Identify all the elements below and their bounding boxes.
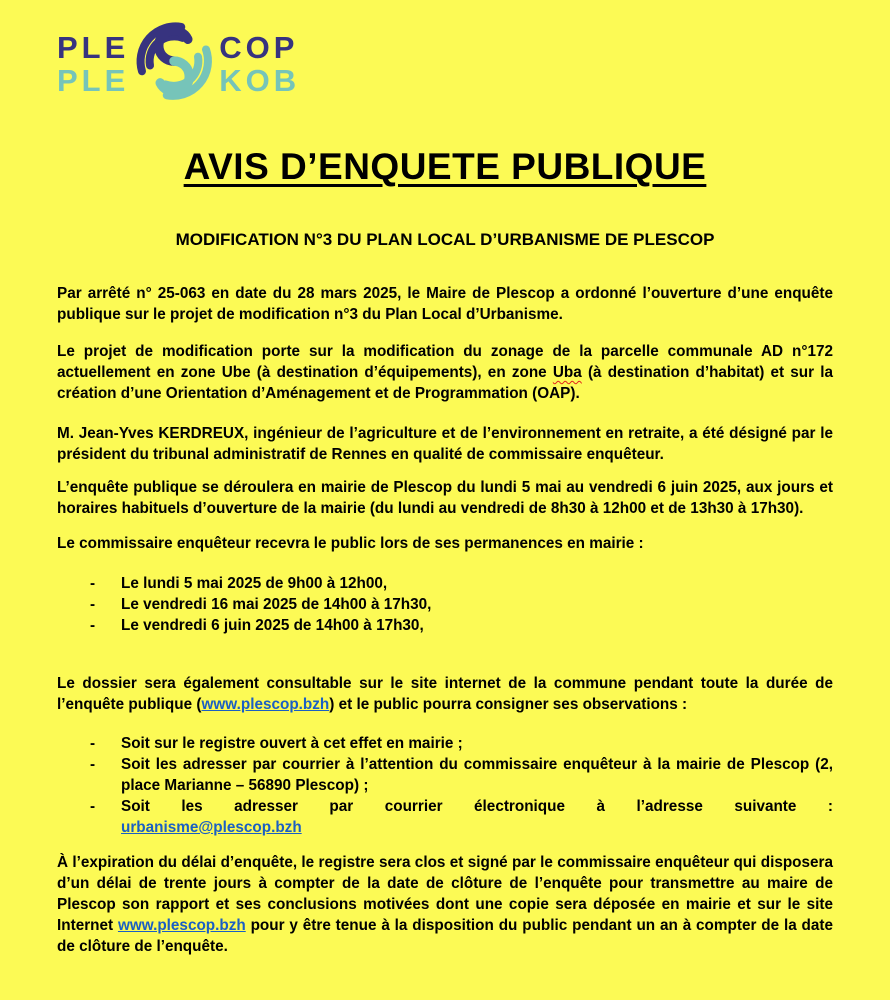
paragraph-deroulement-enquete: L’enquête publique se déroulera en mairie de Plescop du lundi 5 mai au vendredi 6 juin 2025, aux jours et horaires habituels d’ouverture de la mairie (du lundi au vendredi de 8h30 à 12h00 et de 13h30 à 17h30). [57,479,833,517]
permanence-item-text: Le vendredi 16 mai 2025 de 14h00 à 17h30, [121,596,432,613]
logo-right-column [219,31,300,97]
dash-bullet: - [90,596,96,613]
logo-word-top-left: PLE [57,30,130,65]
website-link-plescop-2[interactable]: www.plescop.bzh [117,917,246,934]
dash-bullet: - [90,798,96,815]
notice-title: AVIS D’ENQUETE PUBLIQUE [183,146,707,187]
paragraph-dossier-part2: ) et le public pourra consigner ses observations : [329,696,688,713]
paragraph-projet-modification [57,341,833,404]
website-link-plescop[interactable]: www.plescop.bzh [201,696,330,713]
paragraph-arrete: Par arrêté n° 25-063 en date du 28 mars 2025, le Maire de Plescop a ordonné l’ouverture d’une enquête publique sur le projet de modification n°3 du Plan Local d’Urbanisme. [57,285,833,323]
paragraph-projet-part1: Le projet de modification porte sur la modification du zonage de la parcelle communale AD n°172 actuellement en zone Ube (à destination d’équipements), en zone [57,343,833,381]
permanence-item-text: Le vendredi 6 juin 2025 de 14h00 à 17h30, [121,617,424,634]
dash-bullet: - [90,756,96,773]
observation-item-3 [57,796,833,838]
paragraph-expiration-delai [57,852,833,957]
paragraph-expiration-part2: pour y être tenue à la disposition du public pendant un an à compter de la date de clôture de l’enquête. [57,917,834,955]
observations-list [57,733,833,838]
paragraph-expiration-part1: À l’expiration du délai d’enquête, le registre sera clos et signé par le commissaire enquêteur qui disposera d’un délai de trente jours à compter de la date de clôture de l’enquête pour transmettre au maire de Plescop son rapport et ses conclusions motivées dont une copie sera déposée en mairie et sur le site Internet [57,854,833,934]
misspelled-word-uba: Uba [552,364,582,381]
email-link-urbanisme[interactable]: urbanisme@plescop.bzh [121,819,302,836]
observation-item-1 [57,733,833,754]
plescop-s-soundwave-icon [133,16,215,112]
paragraph-projet-part2: (à destination d’habitat) et sur la création d’une Orientation d’Aménagement et de Programmation (OAP). [57,364,833,402]
permanence-item-3 [57,615,833,636]
observation-item-text [121,796,833,838]
notice-subtitle: MODIFICATION N°3 DU PLAN LOCAL D’URBANISME DE PLESCOP [175,230,715,249]
permanence-item-text: Le lundi 5 mai 2025 de 9h00 à 12h00, [121,575,388,592]
dash-bullet: - [90,617,96,634]
permanences-list [57,573,833,636]
paragraph-permanences-intro: Le commissaire enquêteur recevra le public lors de ses permanences en mairie : [57,535,644,552]
observation-item-text: Soit les adresser par courrier à l’attention du commissaire enquêteur à la mairie de Plescop (2, place Marianne – 56890 Plescop) ; [121,756,833,794]
observation-item3-line: Soit les adresser par courrier électronique à l’adresse suivante : [121,798,833,815]
plescop-logo [57,20,833,108]
logo-word-bottom-right: KOB [219,63,301,98]
logo-left-column [57,31,129,97]
permanence-item-1 [57,573,833,594]
observation-item-2 [57,754,833,796]
dash-bullet: - [90,575,96,592]
dash-bullet: - [90,735,96,752]
observation-item-text: Soit sur le registre ouvert à cet effet en mairie ; [121,735,463,752]
permanence-item-2 [57,594,833,615]
paragraph-dossier-consultable [57,673,833,715]
logo-word-bottom-left: PLE [57,63,130,98]
paragraph-commissaire-enqueteur: M. Jean-Yves KERDREUX, ingénieur de l’agriculture et de l’environnement en retraite, a été désigné par le président du tribunal administratif de Rennes en qualité de commissaire enquêteur. [57,425,833,463]
logo-word-top-right: COP [219,30,299,65]
paragraph-dossier-part1: Le dossier sera également consultable sur le site internet de la commune pendant toute la durée de l’enquête publique ( [57,675,833,713]
